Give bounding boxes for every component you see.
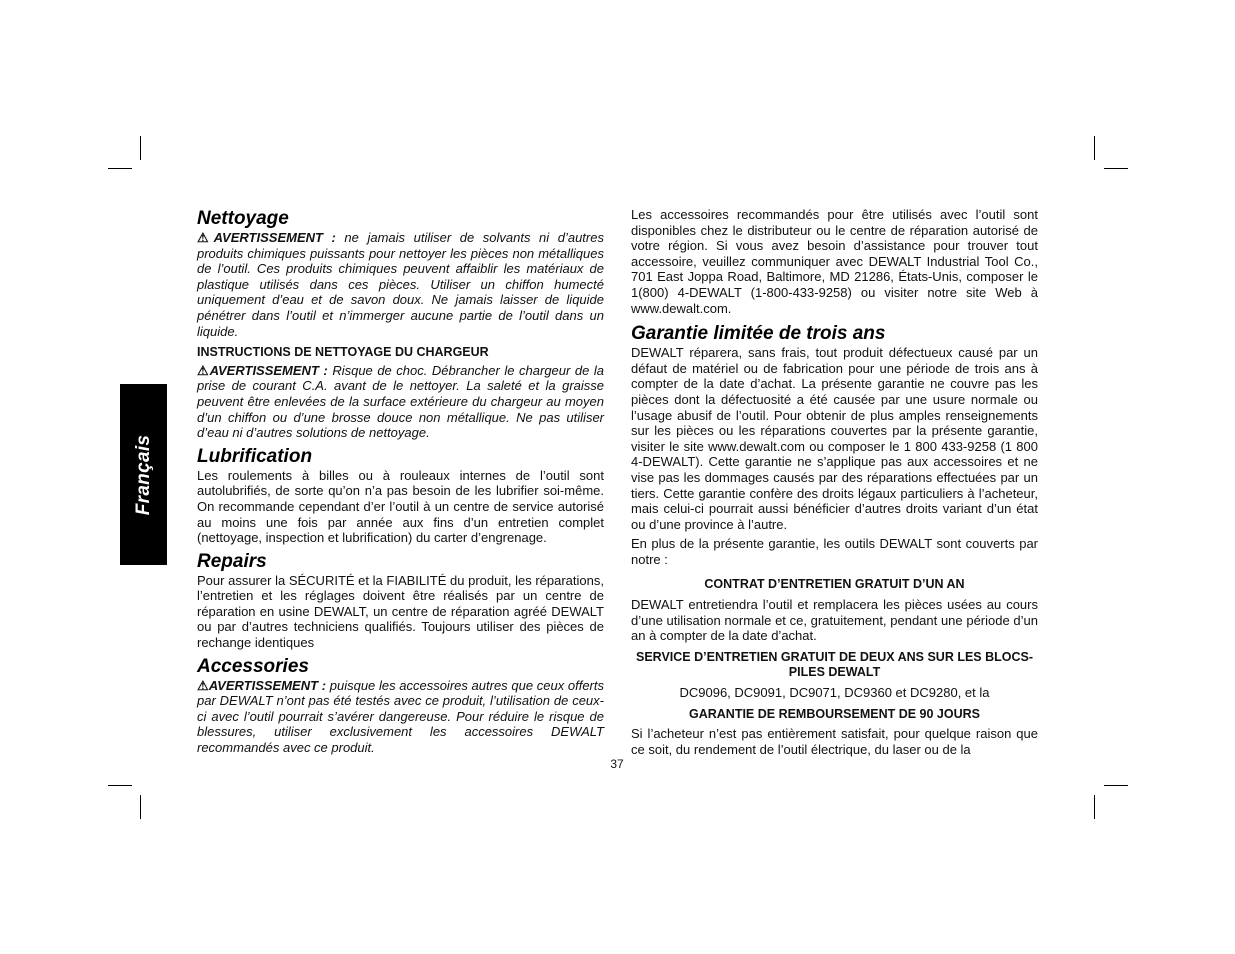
warning-triangle-icon: ⚠ [197,230,214,245]
body-paragraph: En plus de la présente garantie, les outils DEWALT sont couverts par notre : [631,536,1038,567]
section-title-nettoyage: Nettoyage [197,208,289,229]
body-paragraph: DEWALT entretiendra l’outil et remplacera les pièces usées au cours d’une utilisation normale et ce, gratuitement, pendant une période d’un an à compter de la date d’achat. [631,597,1038,644]
crop-mark [1094,136,1095,160]
body-paragraph: Pour assurer la SÉCURITÉ et la FIABILITÉ du produit, les réparations, l’entretien et les réglages doivent être réalisés par un centre de réparation en usine DEWALT, un centre de réparation agréé DEWALT ou par d’autres techniciens qualifiés. Toujours utiliser des pièces de rechange identiques [197,572,604,651]
subheading-service: SERVICE D’ENTRETIEN GRATUIT DE DEUX ANS SUR LES BLOCS-PILES DEWALT [635,649,1034,680]
warning-label: AVERTISSEMENT : [208,677,327,693]
crop-mark [140,795,141,819]
crop-mark [108,785,132,786]
crop-mark [108,168,132,169]
warning-label: AVERTISSEMENT : [213,230,336,245]
subheading-contrat: CONTRAT D’ENTRETIEN GRATUIT D’UN AN [704,577,965,592]
warning-paragraph [197,230,604,339]
section-title-repairs: Repairs [197,550,267,572]
page-number: 37 [610,757,624,771]
section-title-accessories: Accessories [197,655,309,677]
body-paragraph: Les roulements à billes ou à rouleaux internes de l’outil sont autolubrifiés, de sorte qu’on n’a pas besoin de les lubrifier soi-même. On recommande cependant d’er l’outil à un centre de service autorisé au moins une fois par année aux fins d’un entretien complet (nettoyage, inspection et lubrification) du carter d’engrenage. [197,467,604,546]
subheading-remboursement: GARANTIE DE REMBOURSEMENT DE 90 JOURS [688,706,980,721]
crop-mark [1104,168,1128,169]
body-paragraph: Les accessoires recommandés pour être utilisés avec l’outil sont disponibles chez le distributeur ou le centre de réparation autorisé de votre région. Si vous avez besoin d’assistance pour trouver tout accessoire, veuillez communiquer avec DEWALT Industrial Tool Co., 701 East Joppa Road, Baltimore, MD 21286, États-Unis, composer le 1(800) 4-DEWALT (1-800-433-9258) ou visiter notre site Web à www.dewalt.com. [631,207,1038,316]
crop-mark [1104,785,1128,786]
body-paragraph: Si l’acheteur n’est pas entièrement satisfait, pour quelque raison que ce soit, du rendement de l’outil électrique, du laser ou de la [631,726,1038,757]
section-title-garantie: Garantie limitée de trois ans [631,323,886,345]
body-paragraph: DEWALT réparera, sans frais, tout produit défectueux causé par un défaut de matériel ou de fabrication pour une période de trois ans à compter de la date d’achat. La présente garantie ne couvre pas les pièces dont la défectuosité a été causée par une usure normale ou l’usage abusif de l’outil. Pour obtenir de plus amples renseignements sur les pièces ou les réparations couvertes par la présente garantie, visiter le site www.dewalt.com ou composer le 1 800 433-9258 (1 800 4-DEWALT). Cette garantie ne s’applique pas aux accessoires et ne vise pas les dommages causés par des réparations effectuées par un tiers. Cette garantie confère des droits légaux particuliers à l’acheteur, mais celui-ci pourrait aussi bénéficier d’autres droits variant d’un état ou d’une province à l’autre. [631,345,1038,532]
warning-text: Risque de choc. Débrancher le chargeur de la prise de courant C.A. avant de le nettoyer. La saleté et la graisse peuvent être enlevées de la surface extérieure du chargeur au moyen d’un chiffon ou d’une brosse douce non métallique. Ne pas utiliser d’eau ni d’autres solutions de nettoyage. [197,362,604,441]
warning-text: puisque les accessoires autres que ceux offerts par DEWALT n’ont pas été testés avec ce produit, l’utilisation de ceux-ci avec l’outil pourrait s’avérer dangereuse. Pour réduire le risque de blessures, utiliser exclusivement les accessoires DEWALT recommandés avec ce produit. [197,677,604,756]
warning-label: AVERTISSEMENT : [209,362,328,378]
warning-triangle-icon: ⚠ [197,362,210,378]
warning-paragraph [197,678,604,756]
section-title-lubrification: Lubrification [197,445,313,467]
right-column [631,207,1038,757]
subheading-chargeur: INSTRUCTIONS DE NETTOYAGE DU CHARGEUR [197,345,489,360]
language-tab [120,384,167,565]
language-tab-label: Français [132,434,154,515]
warning-paragraph [197,363,604,441]
crop-mark [1094,795,1095,819]
body-line: DC9096, DC9091, DC9071, DC9360 et DC9280, et la [679,685,990,701]
warning-triangle-icon: ⚠ [197,677,209,693]
crop-mark [140,136,141,160]
left-column [197,207,604,756]
warning-text: ne jamais utiliser de solvants ni d’autres produits chimiques puissants pour nettoyer les pièces non métalliques de l’outil. Ces produits chimiques peuvent affaiblir les matériaux de plastique utilisés dans ces pièces. Utiliser un chiffon humecté uniquement d’eau et de savon doux. Ne jamais laisser de liquide pénétrer dans l’outil et n’immerger aucune partie de l’outil dans un liquide. [197,230,604,339]
